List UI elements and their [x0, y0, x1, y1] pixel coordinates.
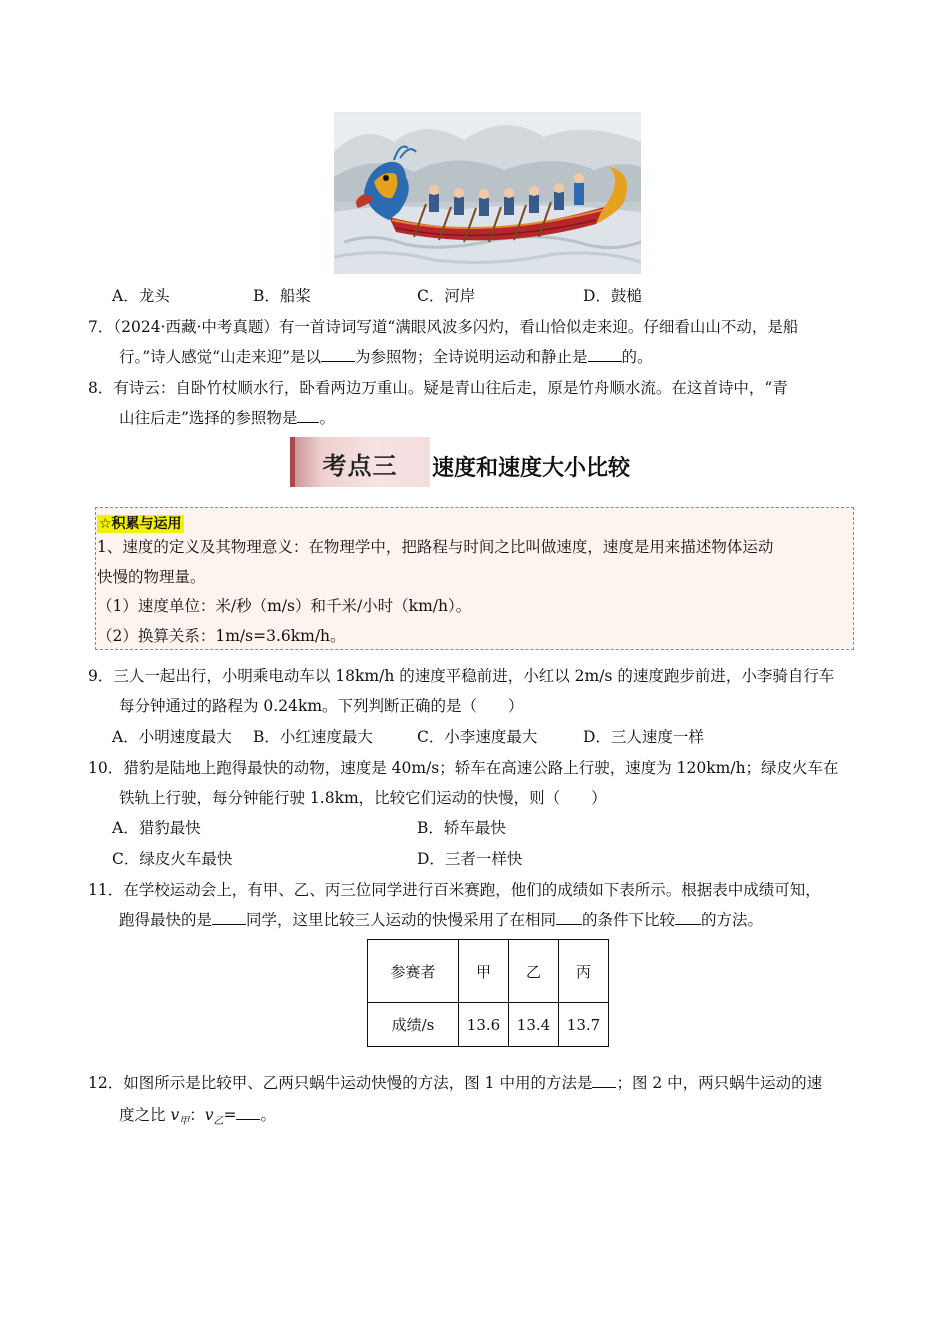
subscript-yi: 乙 [213, 1116, 224, 1128]
q7-line-1: 7．（2024·西藏·中考真题）有一首诗词写道“满眼风波多闪灼，看山恰似走来迎。仔细看山山不动，是船 [88, 318, 799, 336]
table-row [368, 1003, 609, 1047]
q10-option-b: B．轿车最快 [417, 819, 506, 837]
q9-line-1: 9．三人一起出行，小明乘电动车以 18km/h 的速度平稳前进，小红以 2m/s 的速度跑步前进，小李骑自行车 [88, 667, 835, 685]
q7-line-2 [119, 346, 653, 368]
q12-text-b: ；图 2 中，两只蜗牛运动的速 [616, 1074, 823, 1092]
q9-option-c: C．小李速度最大 [417, 728, 538, 746]
q12-text-e: 。 [260, 1106, 276, 1124]
q6-option-c: C．河岸 [417, 287, 476, 305]
q6-option-b: B．船桨 [253, 287, 311, 305]
table-cell: 13.4 [509, 1003, 559, 1047]
q12-blank-2[interactable] [236, 1105, 260, 1120]
q10-option-d: D．三者一样快 [417, 850, 523, 868]
table-header-cell: 丙 [559, 940, 609, 1003]
q7-text-b: 为参照物；全诗说明运动和静止是 [355, 348, 588, 366]
q11-blank-2[interactable] [556, 910, 582, 925]
table-header-row [368, 940, 609, 1003]
q8-blank[interactable] [297, 408, 319, 423]
table-header-cell: 乙 [509, 940, 559, 1003]
q11-line-2 [119, 909, 763, 931]
q7-blank-1[interactable] [321, 347, 355, 362]
q6-option-d: D．鼓槌 [583, 287, 642, 305]
scores-table [367, 939, 609, 1047]
knowledge-tag: ☆积累与运用 [99, 516, 182, 532]
table-cell: 13.6 [459, 1003, 509, 1047]
q8-line-2 [119, 407, 335, 429]
dragon-boat-illustration [334, 112, 641, 274]
knowledge-line-3: （1）速度单位：米/秒（m/s）和千米/小时（km/h）。 [97, 597, 472, 615]
q12-text-d: = [223, 1106, 237, 1124]
section-title: 速度和速度大小比较 [432, 456, 631, 481]
velocity-symbol-2: v [204, 1106, 214, 1124]
q11-blank-3[interactable] [675, 910, 701, 925]
q7-text-c: 的。 [621, 348, 653, 366]
table-header-cell: 甲 [459, 940, 509, 1003]
q10-line-2: 铁轨上行驶，每分钟能行驶 1.8km，比较它们运动的快慢，则（ ） [119, 789, 607, 807]
q9-option-a: A．小明速度最大 [112, 728, 232, 746]
q7-text-a: 行。”诗人感觉“山走来迎”是以 [119, 348, 322, 366]
q11-line-1: 11．在学校运动会上，有甲、乙、丙三位同学进行百米赛跑，他们的成绩如下表所示。根据表中成绩可知， [88, 881, 821, 899]
q8-line-1: 8．有诗云：自卧竹杖顺水行，卧看两边万重山。疑是青山往后走，原是竹舟顺水流。在这首诗中，“青 [88, 379, 788, 397]
section-tag: 考点三 [322, 452, 398, 480]
ratio-colon: ： [189, 1106, 205, 1124]
q12-line-2 [119, 1104, 276, 1133]
q10-option-a: A．猎豹最快 [112, 819, 201, 837]
table-cell: 13.7 [559, 1003, 609, 1047]
q10-option-c: C．绿皮火车最快 [112, 850, 233, 868]
table-header-cell: 参赛者 [368, 940, 459, 1003]
knowledge-line-4: （2）换算关系：1m/s=3.6km/h。 [97, 627, 346, 645]
subscript-jia: 甲 [179, 1116, 190, 1128]
table-cell: 成绩/s [368, 1003, 459, 1047]
q9-option-b: B．小红速度最大 [253, 728, 373, 746]
q12-text-c: 度之比 [119, 1106, 171, 1124]
q9-option-d: D．三人速度一样 [583, 728, 704, 746]
q8-text-a: 山往后走”选择的参照物是 [119, 409, 298, 427]
q12-blank-1[interactable] [592, 1073, 616, 1088]
knowledge-line-2: 快慢的物理量。 [97, 568, 206, 586]
q12-text-a: 12．如图所示是比较甲、乙两只蜗牛运动快慢的方法，图 1 中用的方法是 [88, 1074, 593, 1092]
q11-text-c: 的条件下比较 [582, 911, 676, 929]
q10-line-1: 10．猎豹是陆地上跑得最快的动物，速度是 40m/s；轿车在高速公路上行驶，速度为 120km/h；绿皮火车在 [88, 759, 839, 777]
velocity-symbol-1: v [170, 1106, 180, 1124]
q7-blank-2[interactable] [588, 347, 622, 362]
q12-line-1 [88, 1072, 822, 1094]
q11-text-a: 跑得最快的是 [119, 911, 213, 929]
q11-blank-1[interactable] [212, 910, 246, 925]
q9-line-2: 每分钟通过的路程为 0.24km。下列判断正确的是（ ） [119, 697, 524, 715]
q8-text-b: 。 [319, 409, 335, 427]
section-banner [290, 437, 430, 487]
q11-text-d: 的方法。 [701, 911, 764, 929]
q6-option-a: A．龙头 [112, 287, 170, 305]
q11-text-b: 同学，这里比较三人运动的快慢采用了在相同 [246, 911, 557, 929]
knowledge-line-1: 1、速度的定义及其物理意义：在物理学中，把路程与时间之比叫做速度，速度是用来描述物体运动 [97, 538, 774, 556]
